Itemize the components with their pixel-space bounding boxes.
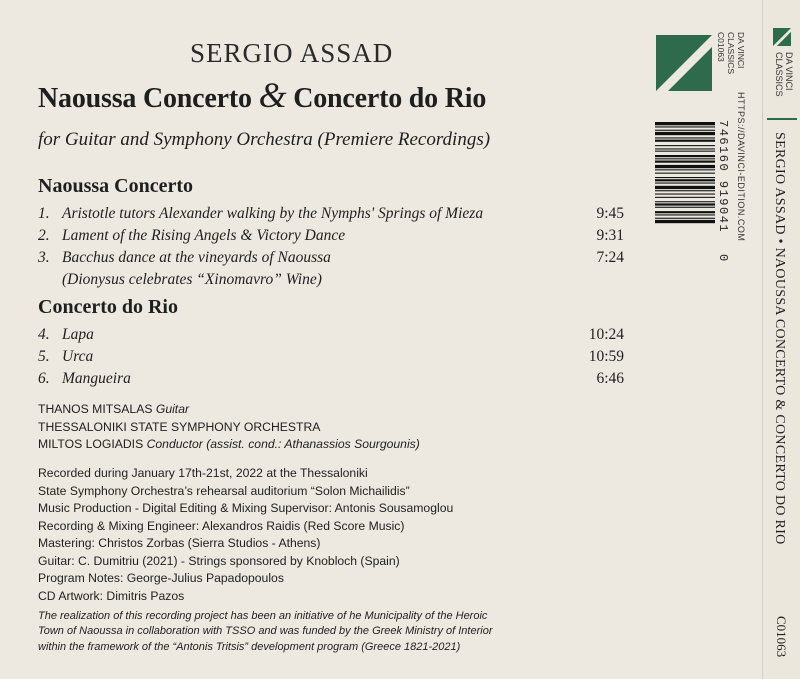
spine-label-line-1: DA VINCI: [784, 52, 794, 91]
track-duration: 9:45: [596, 205, 624, 222]
label-line-2: CLASSICS: [726, 32, 736, 75]
credit-line: Mastering: Christos Zorbas (Sierra Studios - Athens): [38, 536, 321, 550]
performer-name: THANOS MITSALAS: [38, 402, 156, 416]
track-number: 6.: [38, 370, 50, 387]
track-duration: 10:24: [588, 326, 624, 343]
barcode-bar: [655, 126, 715, 127]
barcode-bar: [655, 197, 715, 198]
track-number: 5.: [38, 348, 50, 365]
barcode-bar: [655, 161, 715, 163]
barcode-bar: [655, 158, 715, 159]
track-row: [38, 203, 624, 225]
spine-label-line-2: CLASSICS: [774, 52, 784, 97]
barcode-bar: [655, 203, 715, 205]
barcode-bar: [655, 177, 715, 178]
barcode-icon: [655, 122, 715, 267]
credit-line: Guitar: C. Dumitriu (2021) - Strings sponsored by Knobloch (Spain): [38, 553, 400, 568]
track-row: [38, 225, 624, 247]
barcode-bar: [655, 151, 715, 152]
track-row-continuation: [38, 269, 624, 291]
track-subtitle: (Dionysus celebrates “Xinomavro” Wine): [62, 271, 322, 288]
funding-note: [38, 609, 598, 655]
track-title: Lament of the Rising Angels & Victory Dance: [62, 227, 346, 244]
da-vinci-logo-icon: [773, 28, 791, 46]
barcode-bar: [655, 218, 715, 219]
performer-conductor: [38, 436, 420, 454]
track-number: 4.: [38, 326, 50, 343]
album-subtitle: for Guitar and Symphony Orchestra (Premiere Recordings): [38, 129, 491, 150]
credit-line: Recorded during January 17th-21st, 2022 at the Thessaloniki: [38, 466, 368, 480]
barcode-bar: [655, 186, 715, 189]
tracklist-naoussa: [38, 203, 624, 291]
track-number: 3.: [38, 249, 50, 266]
performer-soloist: [38, 401, 420, 419]
barcode-bar: [655, 132, 715, 135]
title-part-1: Naoussa Concerto: [38, 83, 259, 114]
catalog-code: C01063: [716, 32, 726, 62]
barcode-bar: [655, 145, 715, 146]
barcode-digits: 746160 919041: [716, 120, 730, 234]
performers-list: [38, 401, 420, 454]
credit-line: CD Artwork: Dimitris Pazos: [38, 588, 185, 603]
track-duration: 9:31: [596, 227, 624, 244]
barcode-bar: [655, 165, 715, 168]
barcode-bar: [655, 179, 715, 181]
section-heading-naoussa: Naoussa Concerto: [38, 175, 193, 197]
title-ampersand: &: [258, 75, 287, 115]
barcode-bar: [655, 148, 715, 149]
performer-role: Guitar: [155, 402, 190, 416]
track-row: [38, 247, 624, 269]
spine-label-name: [774, 52, 794, 97]
barcode-bar: [655, 201, 715, 202]
website-url: HTTPS://DAVINCI-EDITION.COM: [736, 92, 746, 242]
barcode-bar: [655, 190, 715, 191]
credit-line: Music Production - Digital Editing & Mixing Supervisor: Antonis Sousamoglou: [38, 501, 454, 515]
barcode-bar: [655, 183, 715, 184]
tracklist-rio: [38, 324, 624, 390]
credit-line: Recording & Mixing Engineer: Alexandros Raidis (Red Score Music): [38, 518, 405, 533]
note-line: within the framework of the “Antonis Tritsis” development program (Greece 1821-2021): [38, 640, 461, 653]
credit-line: Program Notes: George-Julius Papadopoulos: [38, 571, 284, 585]
spine-catalog-code: C01063: [774, 616, 789, 658]
credit-line: State Symphony Orchestra’s rehearsal auditorium “Solon Michailidis”: [38, 483, 410, 498]
spine: [762, 0, 800, 679]
section-heading-rio: Concerto do Rio: [38, 296, 178, 318]
barcode-bar: [655, 137, 715, 138]
performer-orchestra: [38, 419, 420, 437]
barcode-bar: [655, 194, 715, 195]
track-title: Urca: [62, 348, 94, 365]
track-row: [38, 324, 624, 346]
barcode-bar: [655, 211, 715, 213]
performer-name: MILTOS LOGIADIS: [38, 437, 147, 451]
barcode-bar: [655, 169, 715, 170]
track-number: 1.: [38, 205, 50, 222]
track-duration: 6:46: [596, 370, 624, 387]
barcode-bar: [655, 214, 715, 215]
track-duration: 10:59: [588, 348, 624, 365]
track-duration: 7:24: [596, 249, 624, 266]
note-line: Town of Naoussa in collaboration with TSSO and was funded by the Greek Ministry of Interior: [38, 625, 493, 638]
track-title: Bacchus dance at the vineyards of Naoussa: [62, 249, 331, 266]
performer-role: Conductor (assist. cond.: Athanassios Sourgounis): [146, 437, 420, 451]
label-name: [716, 32, 746, 74]
album-title: [38, 75, 487, 115]
barcode-bar: [655, 122, 715, 125]
track-row: [38, 368, 624, 390]
spine-title: SERGIO ASSAD • NAOUSSA CONCERTO & CONCERTO DO RIO: [772, 132, 787, 545]
barcode-bar: [655, 207, 715, 208]
track-title: Lapa: [62, 326, 94, 343]
track-row: [38, 346, 624, 368]
barcode-bar: [655, 155, 715, 157]
barcode-bar: [655, 220, 715, 223]
track-number: 2.: [38, 227, 50, 244]
note-line: The realization of this recording project has been an initiative of he Municipality of the Heroic: [38, 610, 488, 622]
performer-name: THESSALONIKI STATE SYMPHONY ORCHESTRA: [38, 419, 321, 434]
barcode-bar: [655, 140, 715, 142]
da-vinci-logo-icon: [656, 35, 712, 91]
track-title: Mangueira: [62, 370, 131, 387]
spine-divider: [767, 118, 797, 120]
production-credits: [38, 465, 453, 605]
barcode-bar: [655, 173, 715, 174]
barcode-bar: [655, 130, 715, 131]
composer-name: SERGIO ASSAD: [190, 38, 394, 68]
label-line-1: DA VINCI: [736, 32, 746, 69]
title-part-2: Concerto do Rio: [286, 83, 487, 114]
track-title: Aristotle tutors Alexander walking by the Nymphs' Springs of Mieza: [62, 205, 484, 222]
barcode-prefix: 0: [716, 254, 730, 262]
